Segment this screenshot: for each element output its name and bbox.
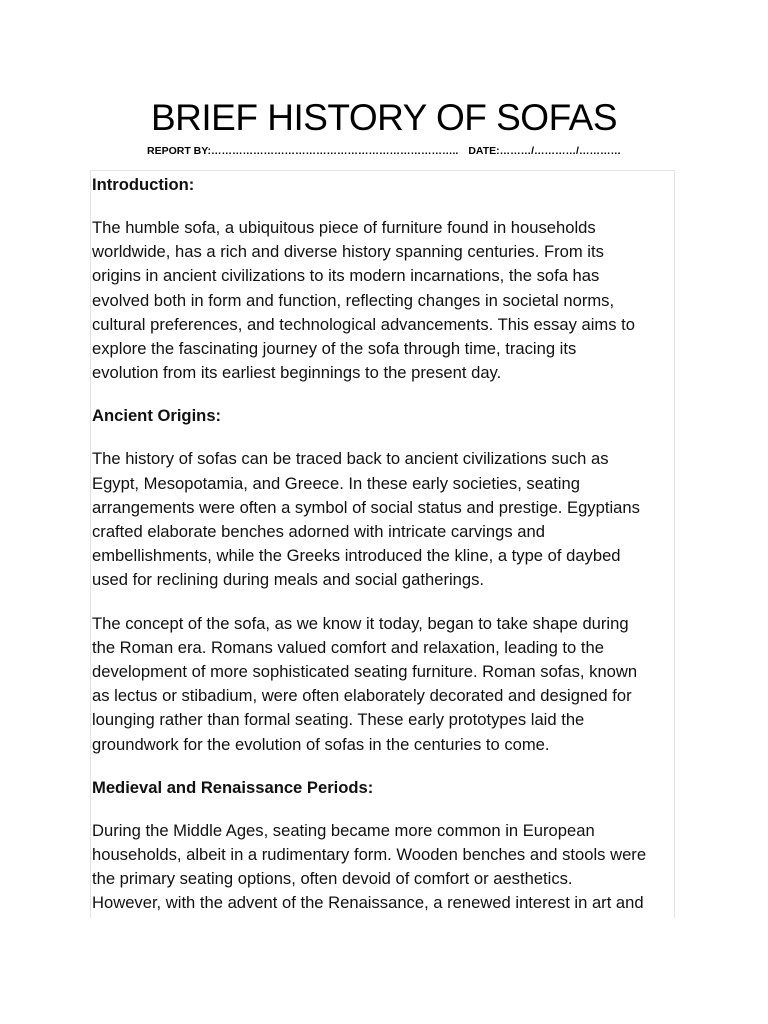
- text-line: evolved both in form and function, reflecting changes in societal norms,: [92, 290, 615, 310]
- paragraph: [92, 612, 674, 757]
- text-line: During the Middle Ages, seating became more common in European: [92, 820, 595, 840]
- text-line: cultural preferences, and technological advancements. This essay aims to: [92, 314, 635, 334]
- section-heading: Medieval and Renaissance Periods:: [92, 777, 374, 797]
- section-heading: Introduction:: [92, 175, 195, 194]
- paragraph: [92, 216, 674, 385]
- text-line: However, with the advent of the Renaissance, a renewed interest in art and: [92, 893, 644, 913]
- text-line: The humble sofa, a ubiquitous piece of furniture found in households: [92, 218, 596, 237]
- document-title: BRIEF HISTORY OF SOFAS: [150, 97, 617, 138]
- text-line: The history of sofas can be traced back to ancient civilizations such as: [92, 449, 609, 469]
- text-line: The concept of the sofa, as we know it today, began to take shape during: [92, 613, 629, 633]
- text-line: worldwide, has a rich and diverse history spanning centuries. From its: [92, 242, 604, 262]
- text-line: households, albeit in a rudimentary form. Wooden benches and stools were: [92, 845, 647, 865]
- text-line: explore the fascinating journey of the sofa through time, tracing its: [92, 339, 577, 359]
- text-line: embellishments, while the Greeks introduced the kline, a type of daybed: [92, 546, 621, 566]
- text-line: the Roman era. Romans valued comfort and relaxation, leading to the: [92, 637, 604, 657]
- text-line: groundwork for the evolution of sofas in the centuries to come.: [92, 734, 550, 754]
- text-line: development of more sophisticated seating furniture. Roman sofas, known: [92, 662, 638, 682]
- text-line: the primary seating options, often devoid of comfort or aesthetics.: [92, 869, 573, 889]
- text-line: Egypt, Mesopotamia, and Greece. In these early societies, seating: [92, 473, 580, 493]
- report-by-field: REPORT BY:……………………………………………………………..: [147, 145, 459, 157]
- text-line: as lectus or stibadium, were often elaborately decorated and designed for: [92, 686, 632, 706]
- paragraph: [92, 447, 674, 592]
- text-line: lounging rather than formal seating. These early prototypes laid the: [92, 710, 585, 730]
- section-heading: Ancient Origins:: [92, 406, 222, 426]
- text-line: evolution from its earliest beginnings to the present day.: [92, 363, 502, 383]
- date-field: DATE:………/…………/…………: [468, 145, 621, 157]
- paragraph: [92, 819, 674, 916]
- text-line: crafted elaborate benches adorned with intricate carvings and: [92, 522, 545, 542]
- report-meta-line: [0, 144, 768, 158]
- document-body: [90, 170, 675, 918]
- text-line: arrangements were often a symbol of social status and prestige. Egyptians: [92, 497, 640, 517]
- text-line: origins in ancient civilizations to its modern incarnations, the sofa has: [92, 266, 600, 286]
- text-line: used for reclining during meals and social gatherings.: [92, 570, 485, 590]
